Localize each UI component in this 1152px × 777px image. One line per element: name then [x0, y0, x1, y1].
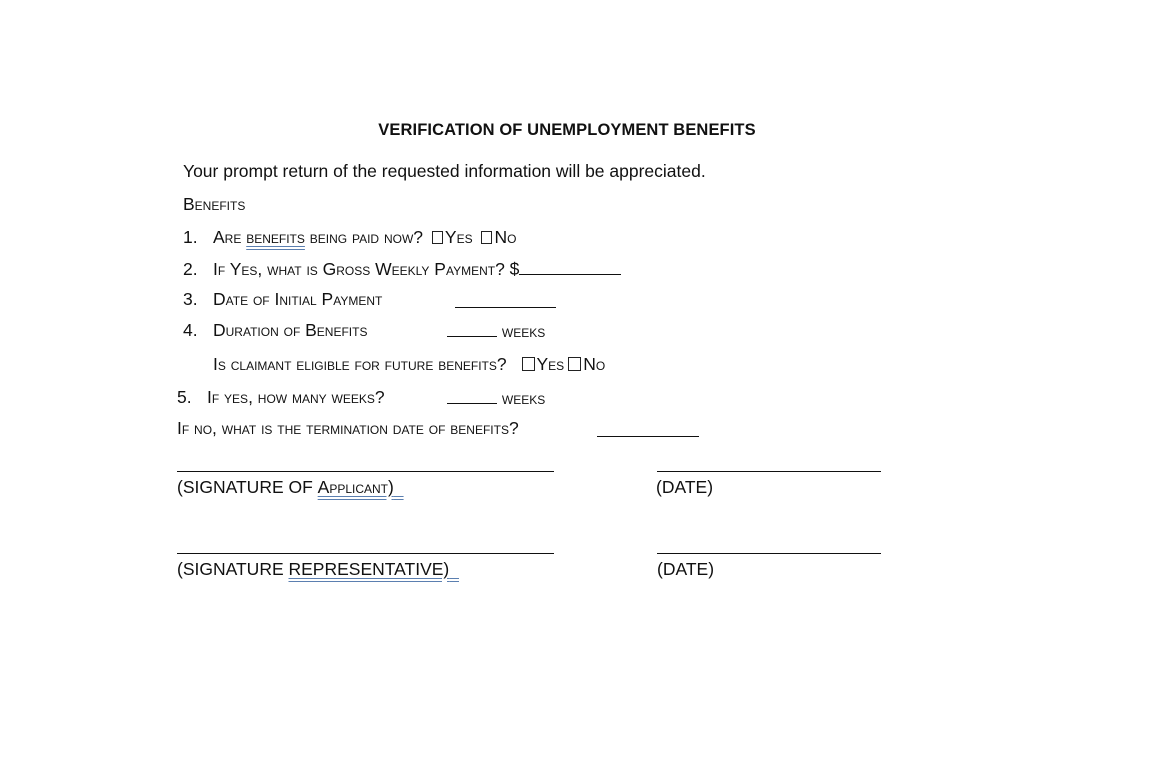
eligible-no-label: No: [583, 354, 606, 374]
question-4: 4. Duration of Benefits: [183, 320, 368, 340]
intro-text: Your prompt return of the requested information will be appreciated.: [183, 161, 706, 181]
applicant-signature-line[interactable]: [177, 471, 554, 472]
section-heading: Benefits: [183, 194, 246, 214]
representative-signature-line[interactable]: [177, 553, 554, 554]
spellcheck-underlined-word: benefits: [246, 227, 305, 247]
termination-date-field[interactable]: [597, 420, 699, 442]
eligibility-question: Is claimant eligible for future benefits? Yes No: [213, 354, 606, 374]
yes-checkbox[interactable]: [432, 231, 443, 244]
question-3: 3. Date of Initial Payment: [183, 289, 383, 309]
payment-blank-field[interactable]: [519, 258, 621, 275]
spellcheck-underlined-word: REPRESENTATIVE): [288, 559, 450, 579]
applicant-date-label: (DATE): [656, 477, 714, 497]
question-1: 1. Are benefits being paid now? Yes No: [183, 227, 517, 247]
termination-question: If no, what is the termination date of benefits?: [177, 418, 519, 438]
eligible-no-checkbox[interactable]: [568, 357, 581, 371]
eligible-yes-label: Yes: [536, 354, 565, 374]
representative-date-label: (DATE): [657, 559, 715, 579]
representative-date-line[interactable]: [657, 553, 881, 554]
question-number: 4.: [183, 320, 198, 340]
applicant-signature-label: (SIGNATURE OF Applicant): [177, 477, 394, 497]
representative-signature-label: (SIGNATURE REPRESENTATIVE): [177, 559, 450, 579]
question-5: 5. If yes, how many weeks?: [177, 387, 385, 407]
spellcheck-underlined-word: Applicant): [317, 477, 394, 497]
yes-label: Yes: [444, 227, 473, 247]
question-number: 3.: [183, 289, 198, 309]
question-number: 5.: [177, 387, 192, 407]
question-2: 2. If Yes, what is Gross Weekly Payment? $: [183, 258, 621, 280]
form-title: VERIFICATION OF UNEMPLOYMENT BENEFITS: [378, 121, 756, 139]
weeks-blank[interactable]: [447, 320, 497, 337]
no-label: No: [494, 227, 517, 247]
no-checkbox[interactable]: [481, 231, 492, 244]
eligible-yes-checkbox[interactable]: [522, 357, 535, 371]
duration-weeks-field: weeks: [447, 320, 545, 342]
initial-payment-date-field[interactable]: [455, 291, 556, 313]
question-number: 1.: [183, 227, 198, 247]
future-weeks-field: weeks: [447, 387, 545, 409]
question-number: 2.: [183, 259, 198, 279]
applicant-date-line[interactable]: [657, 471, 881, 472]
weeks-blank[interactable]: [447, 387, 497, 404]
